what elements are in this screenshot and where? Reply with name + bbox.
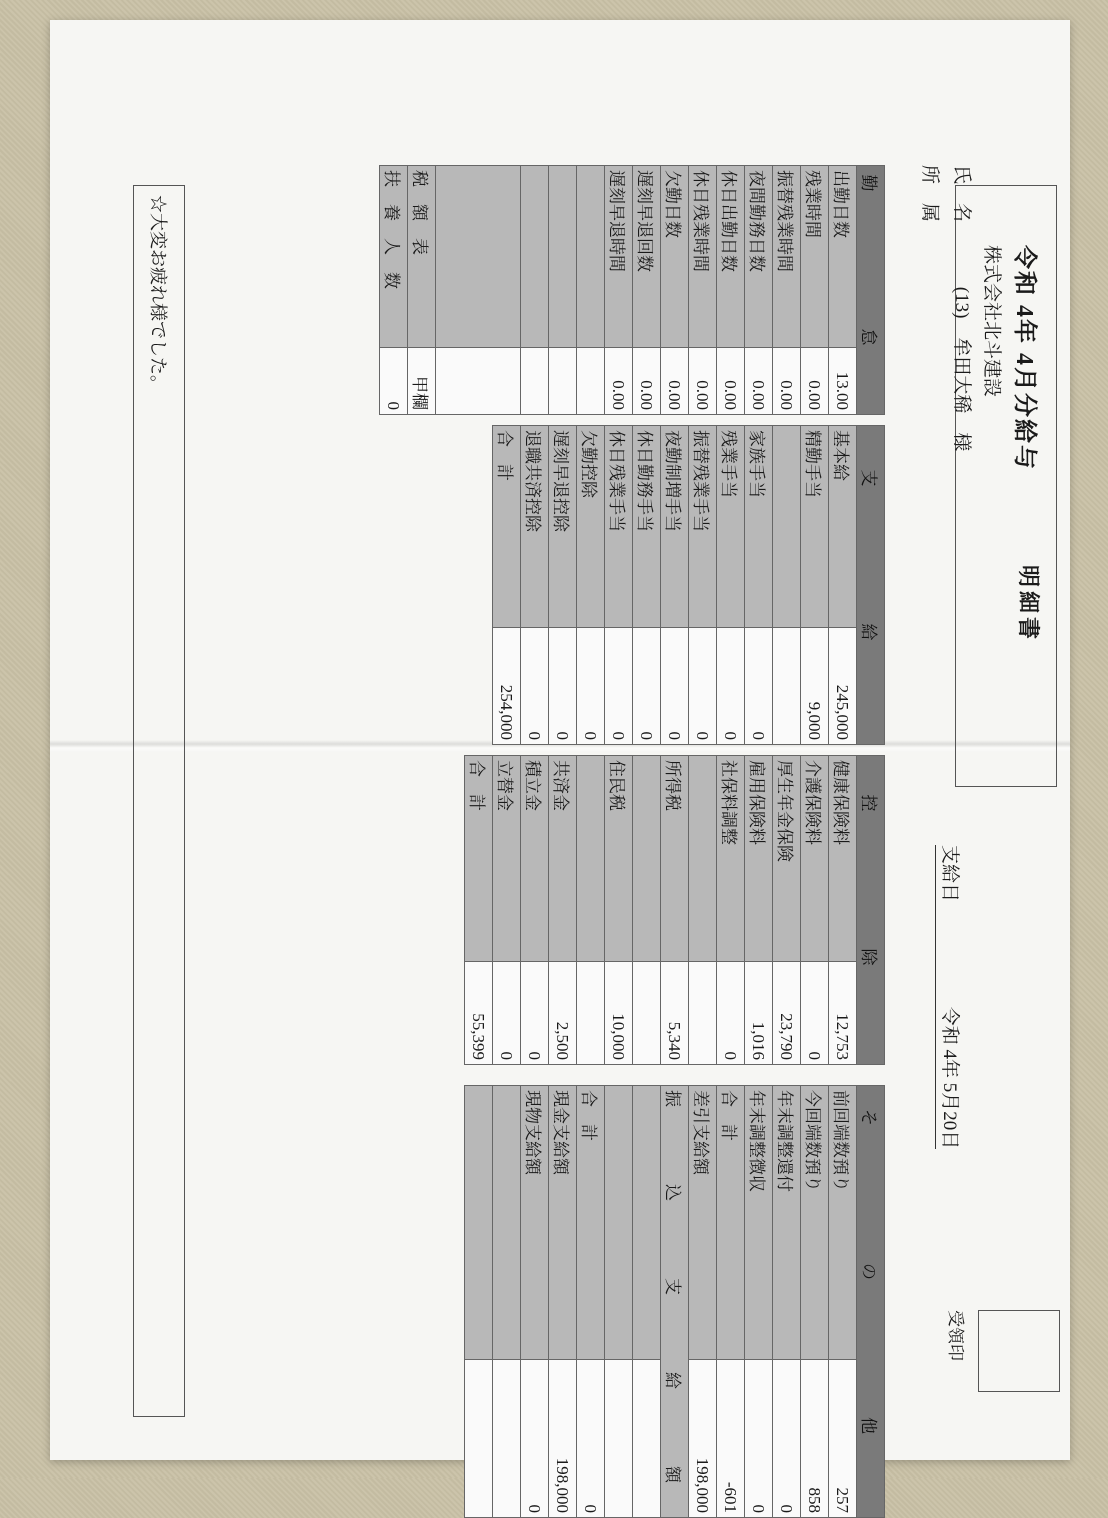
payments-row [549, 426, 577, 745]
deductions-row [801, 756, 829, 1065]
deductions-row [689, 756, 717, 1065]
payments-row [577, 426, 605, 745]
other-label: 年末調整還付 [773, 1086, 801, 1360]
name-label: 氏 名 [951, 165, 972, 223]
deductions-label: 健康保険料 [829, 756, 857, 962]
employee-name-row [950, 165, 977, 451]
payments-value [773, 628, 801, 745]
footnote: ☆大変お疲れ様でした。 [148, 195, 168, 393]
deductions-total-value: 55,399 [465, 961, 493, 1064]
deductions-row [605, 756, 633, 1065]
deductions-row [745, 756, 773, 1065]
transfer-total-value: 0 [577, 1359, 605, 1517]
deductions-label: 立替金 [493, 756, 521, 962]
deductions-value: 1,016 [745, 961, 773, 1064]
payments-total-value: 254,000 [493, 628, 521, 745]
payments-label: 家族手当 [745, 426, 773, 628]
attendance-header: 勤 怠 [857, 166, 885, 415]
cash-pay-value: 198,000 [549, 1359, 577, 1517]
attendance-row [689, 166, 717, 415]
other-label: 合 計 [717, 1086, 745, 1360]
tax-table-label: 税 額 表 [408, 166, 436, 348]
payments-value: 9,000 [801, 628, 829, 745]
other-row [745, 1086, 773, 1518]
other-row [801, 1086, 829, 1518]
payments-row [745, 426, 773, 745]
payments-label: 残業手当 [717, 426, 745, 628]
other-value: 0 [745, 1359, 773, 1517]
payments-label: 夜勤制増手当 [661, 426, 689, 628]
payments-label: 精勤手当 [801, 426, 829, 628]
payments-label [773, 426, 801, 628]
pay-date-label: 支給日 [939, 845, 960, 903]
payments-label: 休日勤務手当 [633, 426, 661, 628]
deductions-label: 共済金 [549, 756, 577, 962]
inkind-pay-label: 現物支給額 [521, 1086, 549, 1360]
payments-value: 0 [717, 628, 745, 745]
attendance-value: 0.00 [745, 347, 773, 414]
payments-header: 支 給 [857, 426, 885, 745]
deductions-row [577, 756, 605, 1065]
deductions-row [521, 756, 549, 1065]
attendance-label: 夜間勤務日数 [745, 166, 773, 348]
attendance-value: 0.00 [773, 347, 801, 414]
payments-row [773, 426, 801, 745]
slip-title: 令和 4年 4月分給与 [1011, 245, 1037, 471]
other-row [829, 1086, 857, 1518]
pay-date-value: 令和 4年 5月20日 [939, 1006, 960, 1150]
deductions-header: 控 除 [857, 756, 885, 1065]
attendance-label: 遅刻早退回数 [633, 166, 661, 348]
dependents-label: 扶 養 人 数 [380, 166, 408, 348]
employee-name: (13) 牟田大稀 様 [951, 286, 972, 452]
deductions-row [829, 756, 857, 1065]
attendance-row [605, 166, 633, 415]
attendance-row [633, 166, 661, 415]
payments-value: 0 [661, 628, 689, 745]
payments-label: 退職共済控除 [521, 426, 549, 628]
payslip [125, 95, 1065, 1513]
deductions-value: 5,340 [661, 961, 689, 1064]
attendance-label: 休日残業時間 [689, 166, 717, 348]
net-pay-label: 差引支給額 [689, 1086, 717, 1360]
payments-value: 0 [689, 628, 717, 745]
attendance-value: 0.00 [689, 347, 717, 414]
deductions-value: 12,753 [829, 961, 857, 1064]
deductions-value [633, 961, 661, 1064]
deductions-total-label: 合 計 [465, 756, 493, 962]
attendance-row [661, 166, 689, 415]
payments-row [717, 426, 745, 745]
payments-row [689, 426, 717, 745]
deductions-value: 2,500 [549, 961, 577, 1064]
attendance-value: 0.00 [801, 347, 829, 414]
deductions-label: 所得税 [661, 756, 689, 962]
attendance-label: 残業時間 [801, 166, 829, 348]
deductions-table [464, 755, 885, 1065]
company-name: 株式会社北斗建設 [981, 245, 1002, 398]
cash-pay-label: 現金支給額 [549, 1086, 577, 1360]
attendance-label: 休日出勤日数 [717, 166, 745, 348]
deductions-value: 0 [493, 961, 521, 1064]
attendance-value: 13.00 [829, 347, 857, 414]
deductions-label [577, 756, 605, 962]
doc-type: 明細書 [1016, 565, 1041, 644]
payments-value: 0 [549, 628, 577, 745]
inkind-pay-value: 0 [521, 1359, 549, 1517]
deductions-row [773, 756, 801, 1065]
deductions-value: 0 [801, 961, 829, 1064]
deductions-label: 介護保険料 [801, 756, 829, 962]
payments-label: 休日残業手当 [605, 426, 633, 628]
other-header: そ の 他 [857, 1086, 885, 1518]
deductions-label [633, 756, 661, 962]
pay-date [935, 845, 965, 1149]
dependents-value: 0 [380, 347, 408, 414]
attendance-value: 0.00 [661, 347, 689, 414]
transfer-header: 振 込 支 給 額 [661, 1086, 689, 1518]
dept-label: 所 属 [919, 165, 940, 223]
deductions-label: 積立金 [521, 756, 549, 962]
payments-value: 0 [577, 628, 605, 745]
other-row [773, 1086, 801, 1518]
attendance-row [717, 166, 745, 415]
other-label: 今回端数預り [801, 1086, 829, 1360]
deductions-label: 社保料調整 [717, 756, 745, 962]
payments-value: 0 [521, 628, 549, 745]
attendance-value: 0.00 [605, 347, 633, 414]
payments-label: 基本給 [829, 426, 857, 628]
stamp-box [978, 1310, 1060, 1392]
deductions-value: 0 [521, 961, 549, 1064]
other-value: -601 [717, 1359, 745, 1517]
other-table [464, 1085, 885, 1518]
deductions-label: 厚生年金保険 [773, 756, 801, 962]
deductions-value: 10,000 [605, 961, 633, 1064]
other-value: 0 [773, 1359, 801, 1517]
attendance-table [379, 165, 885, 415]
deductions-row [493, 756, 521, 1065]
tax-table-value: 甲欄 [408, 347, 436, 414]
payments-value: 0 [605, 628, 633, 745]
attendance-label: 振替残業時間 [773, 166, 801, 348]
payments-table [492, 425, 885, 745]
attendance-row [829, 166, 857, 415]
payments-label: 振替残業手当 [689, 426, 717, 628]
transfer-total-label: 合 計 [577, 1086, 605, 1360]
payments-row [605, 426, 633, 745]
deductions-row [717, 756, 745, 1065]
payments-row [801, 426, 829, 745]
attendance-label: 欠勤日数 [661, 166, 689, 348]
deductions-row [661, 756, 689, 1065]
net-pay-value: 198,000 [689, 1359, 717, 1517]
attendance-label: 出勤日数 [829, 166, 857, 348]
payments-value: 0 [633, 628, 661, 745]
other-value: 858 [801, 1359, 829, 1517]
payments-label: 遅刻早退控除 [549, 426, 577, 628]
payments-row [661, 426, 689, 745]
payments-value: 245,000 [829, 628, 857, 745]
payments-label: 欠勤控除 [577, 426, 605, 628]
payments-total-label: 合 計 [493, 426, 521, 628]
stamp-label: 受領印 [946, 1310, 965, 1361]
payments-row [633, 426, 661, 745]
attendance-row [801, 166, 829, 415]
attendance-value: 0.00 [633, 347, 661, 414]
deductions-row [549, 756, 577, 1065]
other-value: 257 [829, 1359, 857, 1517]
deductions-value: 23,790 [773, 961, 801, 1064]
other-label: 年末調整徴収 [745, 1086, 773, 1360]
payments-row [829, 426, 857, 745]
deductions-value [577, 961, 605, 1064]
attendance-row [773, 166, 801, 415]
other-label: 前回端数預り [829, 1086, 857, 1360]
attendance-label: 遅刻早退時間 [605, 166, 633, 348]
deductions-value: 0 [717, 961, 745, 1064]
deductions-label: 雇用保険料 [745, 756, 773, 962]
payments-row [521, 426, 549, 745]
deductions-label: 住民税 [605, 756, 633, 962]
deductions-label [689, 756, 717, 962]
other-row [717, 1086, 745, 1518]
attendance-value: 0.00 [717, 347, 745, 414]
deductions-value [689, 961, 717, 1064]
attendance-row [745, 166, 773, 415]
deductions-row [633, 756, 661, 1065]
payments-value: 0 [745, 628, 773, 745]
